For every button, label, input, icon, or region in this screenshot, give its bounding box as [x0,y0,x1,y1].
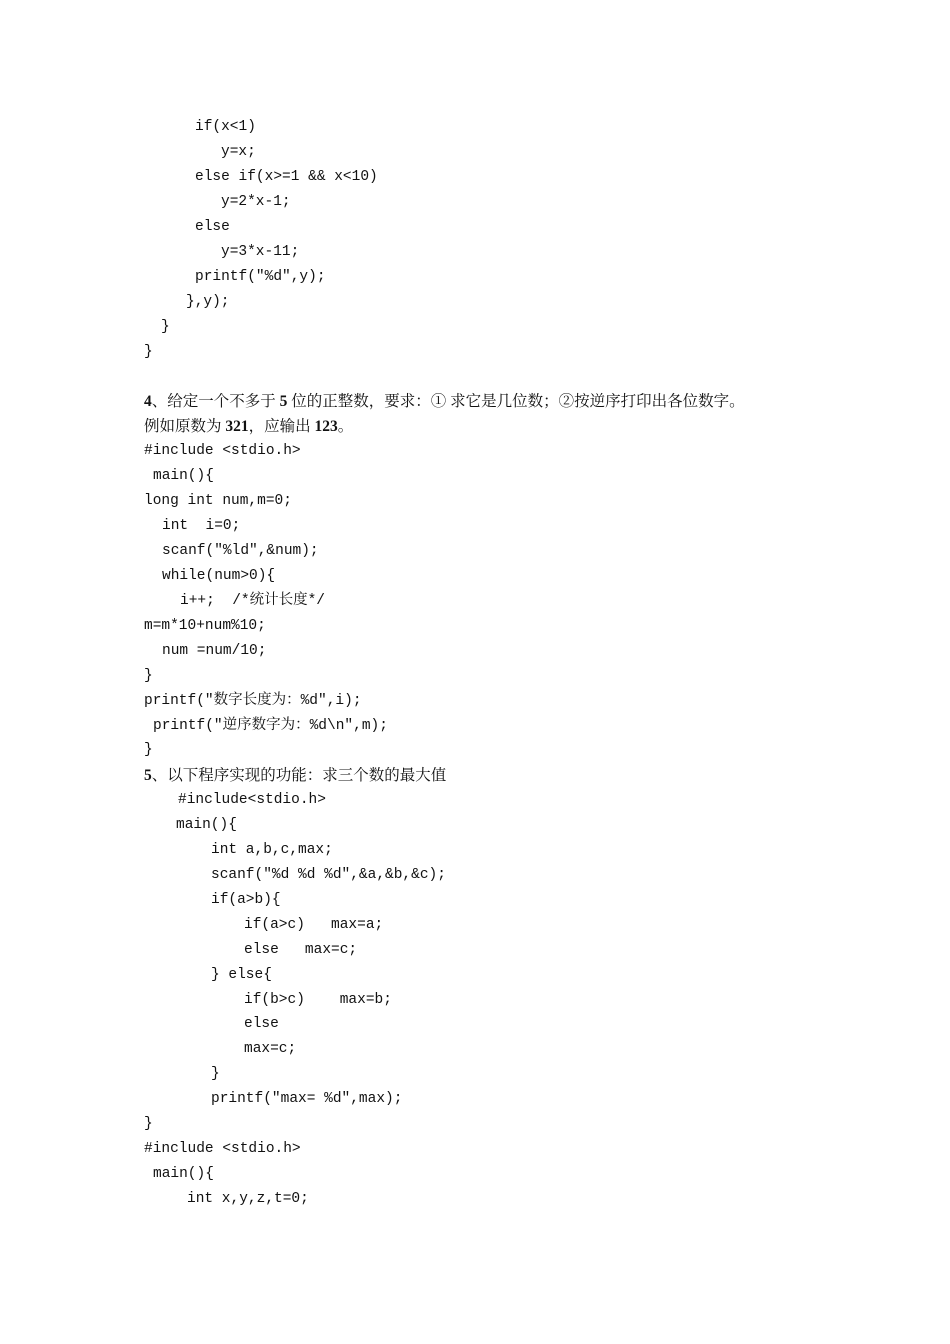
code-line: } [144,668,153,684]
code-line: main(){ [153,468,214,484]
code-line: printf("逆序数字为：%d\n",m); [153,718,388,734]
question-text: 例如原数为 [144,418,226,435]
code-line: long int num,m=0; [144,493,292,509]
code-line: } [211,1066,220,1082]
code-line: if(a>b){ [211,892,281,908]
code-line: max=c; [244,1041,297,1057]
code-line: printf("数字长度为：%d",i); [144,693,362,709]
code-line: else max=c; [244,942,358,958]
code-line: } [144,1116,153,1132]
question-text: ，应输出 [248,418,315,435]
code-line: y=x; [221,144,256,160]
code-line: #include <stdio.h> [144,1141,301,1157]
code-line: y=2*x-1; [221,194,291,210]
code-line: } [144,344,153,360]
question-5-line [144,763,446,788]
code-line: if(a>c) max=a; [244,917,384,933]
question-number-inline: 5 [279,393,288,410]
code-line: main(){ [176,817,237,833]
code-line: else [195,219,230,235]
code-line: int i=0; [162,518,241,534]
code-line: printf("max= %d",max); [211,1091,403,1107]
code-line: if(b>c) max=b; [244,992,392,1008]
question-number-inline: 321 [225,418,249,435]
code-line: scanf("%d %d %d",&a,&b,&c); [211,867,446,883]
question-number-inline: 123 [314,418,338,435]
question-text: 。 [337,418,354,435]
code-line: else if(x>=1 && x<10) [195,169,378,185]
code-line: printf("%d",y); [195,269,326,285]
question-text: 、给定一个不多于 [151,393,280,410]
code-line: int x,y,z,t=0; [187,1191,309,1207]
code-line: },y); [186,294,230,310]
question-number: 5 [144,767,152,784]
code-line: } [161,319,170,335]
code-line: } else{ [211,967,272,983]
code-line: i++; /*统计长度*/ [180,593,326,609]
code-line: num =num/10; [162,643,267,659]
question-4-line-2 [144,414,353,439]
code-line: #include <stdio.h> [144,443,301,459]
code-line: while(num>0){ [162,568,276,584]
code-line: } [144,742,153,758]
code-line: #include<stdio.h> [178,792,326,808]
code-line: y=3*x-11; [221,244,300,260]
code-line: m=m*10+num%10; [144,618,266,634]
question-number: 4 [144,393,152,410]
code-line: main(){ [153,1166,214,1182]
code-line: else [244,1016,279,1032]
question-4-line-1 [144,389,745,414]
code-line: int a,b,c,max; [211,842,333,858]
code-line: if(x<1) [195,119,256,135]
code-line: scanf("%ld",&num); [162,543,319,559]
question-text: 、以下程序实现的功能：求三个数的最大值 [151,767,447,784]
question-text: 位的正整数，要求：① 求它是几位数；②按逆序打印出各位数字。 [287,393,745,410]
